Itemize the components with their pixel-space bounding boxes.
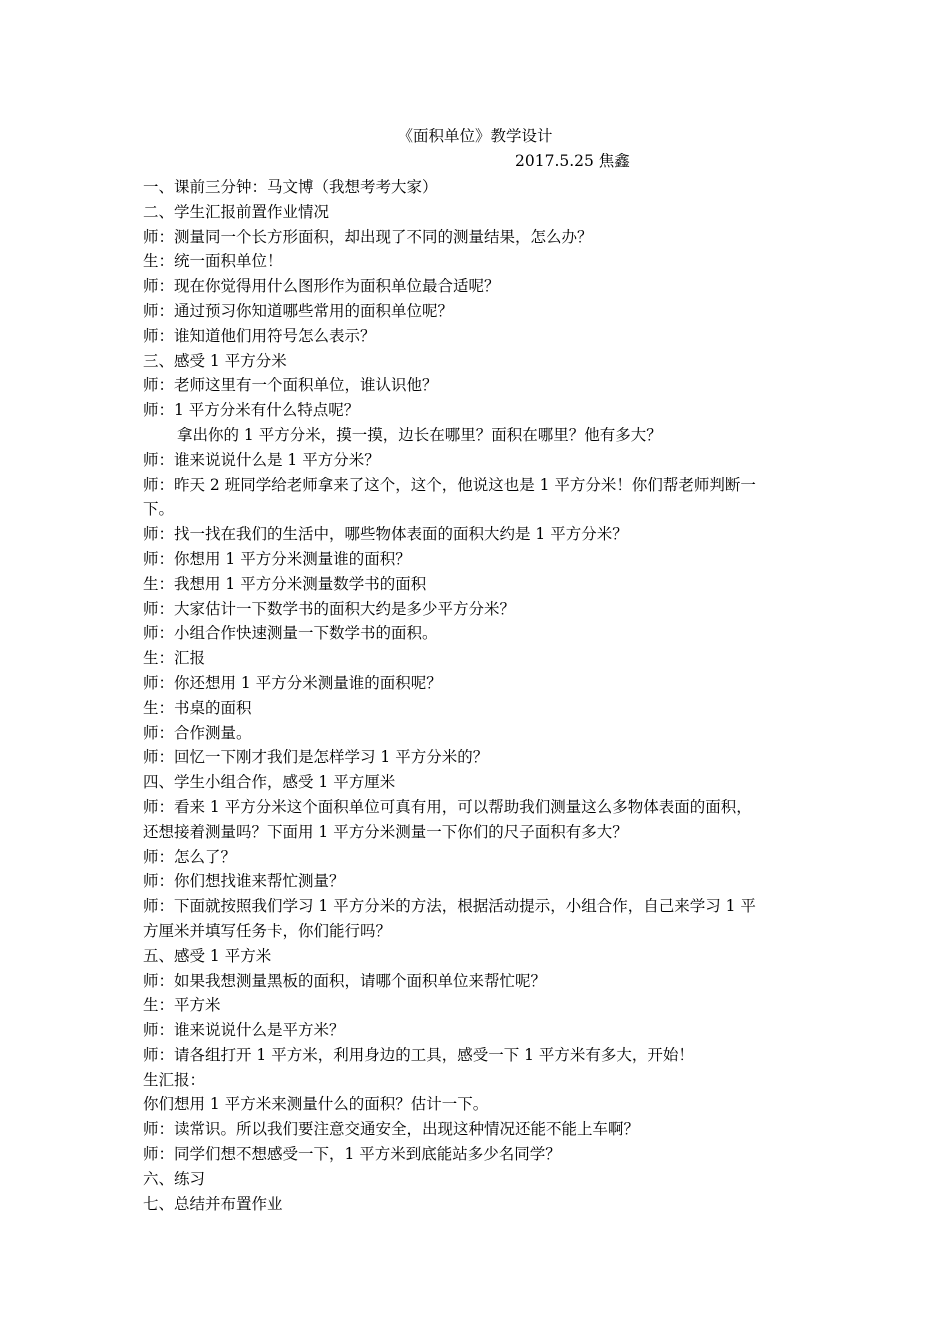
dialogue-line: 生：汇报: [143, 649, 206, 668]
dialogue-line: 生：我想用 1 平方分米测量数学书的面积: [143, 574, 427, 593]
section-heading: 六、练习: [143, 1169, 206, 1188]
dialogue-line: 师：同学们想不想感受一下，1 平方米到底能站多少名同学？: [143, 1145, 561, 1164]
dialogue-line-continued: 下。: [143, 500, 175, 519]
dialogue-line: 生：平方米: [143, 996, 221, 1015]
dialogue-line: 师：1 平方分米有什么特点呢？: [143, 401, 360, 420]
dialogue-line: 师：测量同一个长方形面积，却出现了不同的测量结果，怎么办？: [143, 227, 593, 246]
section-heading: 二、学生汇报前置作业情况: [143, 202, 330, 221]
dialogue-line: 师：请各组打开 1 平方米，利用身边的工具，感受一下 1 平方米有多大，开始！: [143, 1045, 694, 1064]
dialogue-line: 师：大家估计一下数学书的面积大约是多少平方分米？: [143, 599, 516, 618]
dialogue-line: 师：小组合作快速测量一下数学书的面积。: [143, 624, 438, 643]
dialogue-line: 师：通过预习你知道哪些常用的面积单位呢？: [143, 301, 454, 320]
dialogue-line: 师：谁来说说什么是平方米？: [143, 1021, 345, 1040]
dialogue-line: 师：下面就按照我们学习 1 平方分米的方法，根据活动提示，小组合作，自己来学习 1 平: [143, 897, 756, 916]
document-date-author: 2017.5.25 焦鑫: [515, 152, 630, 170]
dialogue-line: 师：如果我想测量黑板的面积，请哪个面积单位来帮忙呢？: [143, 971, 547, 990]
dialogue-line: 师：回忆一下刚才我们是怎样学习 1 平方分米的？: [143, 748, 489, 767]
dialogue-line: 师：读常识。所以我们要注意交通安全，出现这种情况还能不能上车啊？: [143, 1120, 640, 1139]
dialogue-line: 师：谁知道他们用符号怎么表示？: [143, 326, 376, 345]
dialogue-line-continued: 还想接着测量吗？下面用 1 平方分米测量一下你们的尺子面积有多大？: [143, 822, 628, 841]
dialogue-line: 师：合作测量。: [143, 723, 252, 742]
dialogue-line: 师：谁来说说什么是 1 平方分米？: [143, 450, 380, 469]
section-heading: 一、课前三分钟：马文博（我想考考大家）: [143, 178, 438, 196]
dialogue-line: 生：书桌的面积: [143, 698, 252, 717]
section-heading: 三、感受 1 平方分米: [143, 351, 287, 370]
dialogue-line: 师：昨天 2 班同学给老师拿来了这个，这个，他说这也是 1 平方分米！你们帮老师判断一: [143, 475, 756, 494]
dialogue-line: 你们想用 1 平方米来测量什么的面积？估计一下。: [143, 1095, 489, 1114]
dialogue-line: 师：你们想找谁来帮忙测量？: [143, 872, 345, 891]
dialogue-line: 师：老师这里有一个面积单位，谁认识他？: [143, 376, 438, 395]
dialogue-line: 生：统一面积单位！: [143, 252, 283, 271]
section-heading: 七、总结并布置作业: [143, 1194, 283, 1213]
dialogue-line: 师：怎么了？: [143, 847, 237, 866]
dialogue-line: 师：你想用 1 平方分米测量谁的面积？: [143, 549, 411, 568]
section-heading: 五、感受 1 平方米: [143, 946, 272, 965]
document-body: [143, 175, 811, 1216]
dialogue-line: 生汇报：: [143, 1070, 206, 1089]
dialogue-line: 师：看来 1 平方分米这个面积单位可真有用，可以帮助我们测量这么多物体表面的面积，: [143, 797, 752, 816]
dialogue-line: 师：你还想用 1 平方分米测量谁的面积呢？: [143, 673, 442, 692]
instruction-line: 拿出你的 1 平方分米，摸一摸，边长在哪里？面积在哪里？他有多大？: [177, 425, 662, 444]
dialogue-line: 师：找一找在我们的生活中，哪些物体表面的面积大约是 1 平方分米？: [143, 525, 628, 544]
dialogue-line-continued: 方厘米并填写任务卡，你们能行吗？: [143, 921, 392, 940]
document-title: 《面积单位》教学设计: [397, 127, 553, 145]
section-heading: 四、学生小组合作，感受 1 平方厘米: [143, 773, 396, 792]
dialogue-line: 师：现在你觉得用什么图形作为面积单位最合适呢？: [143, 277, 500, 296]
